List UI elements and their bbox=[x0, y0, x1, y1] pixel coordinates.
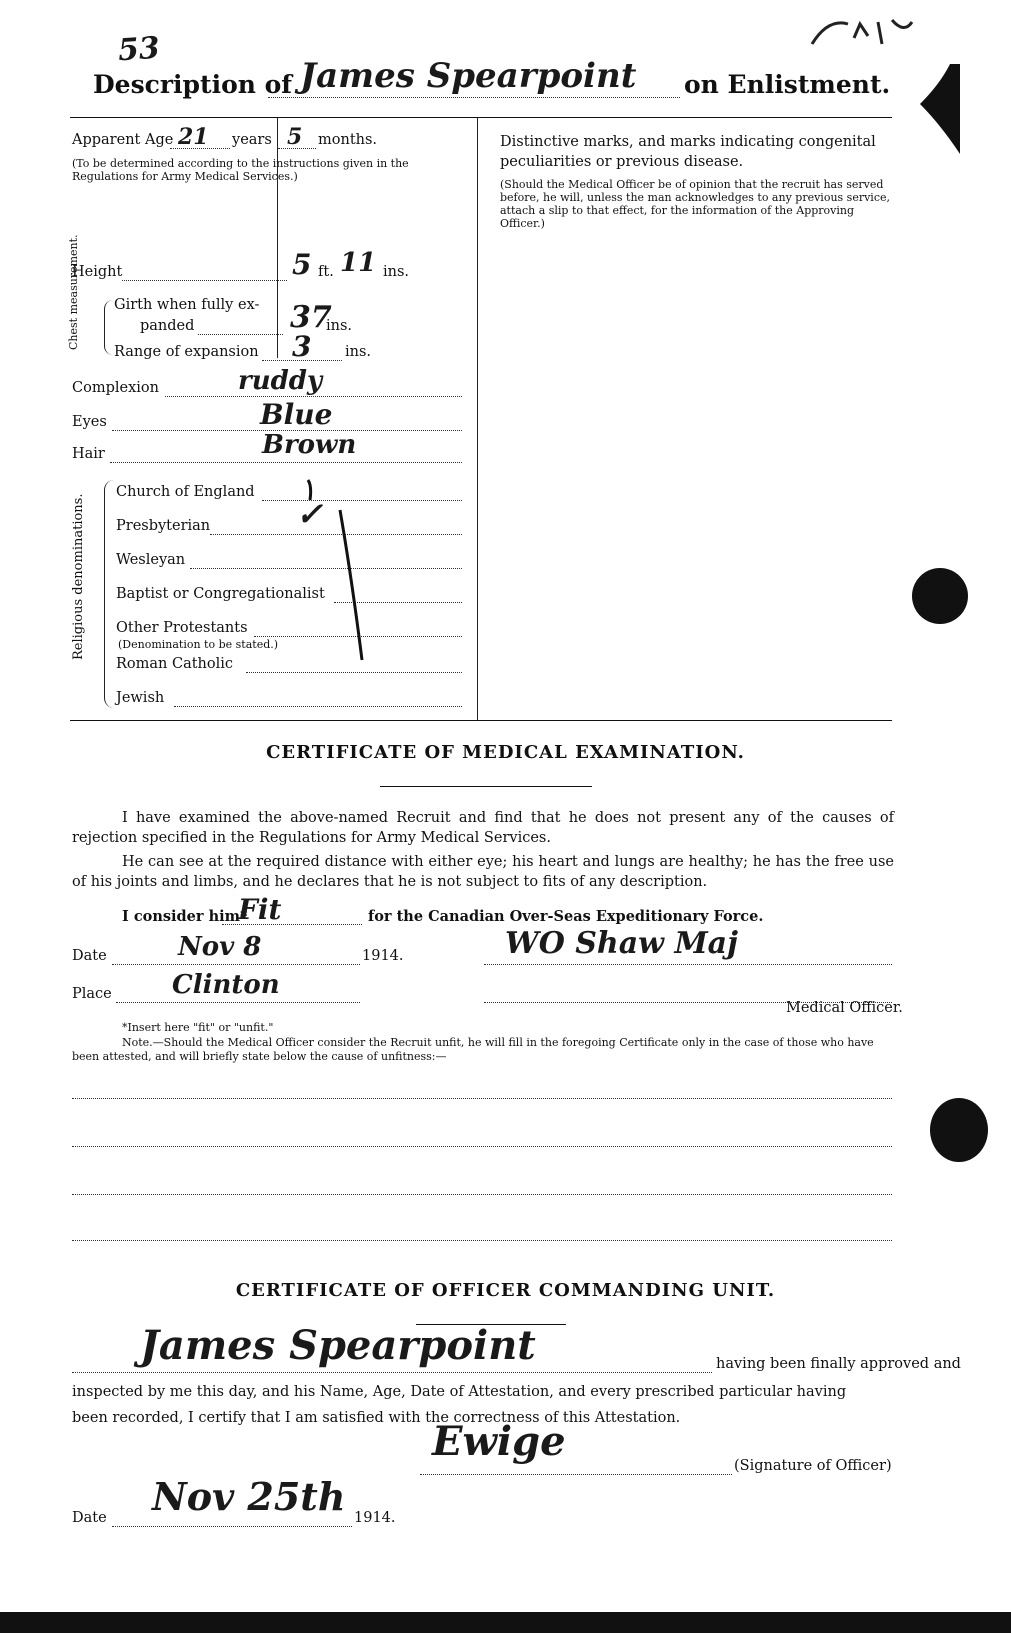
complexion-line bbox=[165, 396, 462, 397]
title-name-line bbox=[268, 97, 680, 98]
medical-officer-label: Medical Officer. bbox=[786, 1000, 903, 1016]
expansion-value: 3 bbox=[292, 330, 312, 363]
title-prefix: Description of bbox=[93, 70, 293, 99]
hair-line bbox=[110, 462, 462, 463]
age-note: (To be determined according to the instructions given in the Regulations for Army Medical Services.) bbox=[72, 157, 409, 183]
bottom-scan-edge bbox=[0, 1612, 1011, 1633]
punch-hole-upper bbox=[912, 568, 968, 624]
commanding-year: 1914. bbox=[354, 1510, 396, 1526]
height-in-value: 11 bbox=[340, 248, 377, 278]
consider-suffix: for the Canadian Over-Seas Expeditionary Force. bbox=[368, 908, 764, 925]
religion-line-6 bbox=[246, 672, 462, 673]
expansion-ins-unit: ins. bbox=[345, 344, 372, 360]
commanding-name-line bbox=[72, 1372, 712, 1373]
medical-signature-line bbox=[484, 964, 892, 965]
title-suffix: on Enlistment. bbox=[684, 70, 891, 99]
corner-number: 53 bbox=[116, 30, 161, 69]
medical-place-line bbox=[116, 1002, 360, 1003]
years-unit: years bbox=[232, 132, 272, 148]
girth-label-2: panded bbox=[140, 318, 195, 334]
unfitness-line-3 bbox=[72, 1194, 892, 1195]
commanding-date-label: Date bbox=[72, 1510, 107, 1526]
hair-value: Brown bbox=[262, 430, 357, 460]
signature-of-officer-label: (Signature of Officer) bbox=[734, 1458, 892, 1474]
religion-baptist: Baptist or Congregationalist bbox=[116, 586, 325, 602]
medical-officer-signature: WO Shaw Maj bbox=[505, 926, 738, 961]
religion-brace bbox=[104, 480, 115, 708]
height-line bbox=[122, 280, 287, 281]
unfitness-line-4 bbox=[72, 1240, 892, 1241]
medical-date-value: Nov 8 bbox=[178, 932, 262, 962]
medical-paragraph-1: I have examined the above-named Recruit and find that he does not present any of the causes of rejection specified in the Regulations for Army Medical Services. bbox=[72, 810, 894, 846]
months-unit: months. bbox=[318, 132, 378, 148]
complexion-value: ruddy bbox=[238, 366, 323, 396]
ft-unit: ft. bbox=[318, 264, 334, 280]
hair-label: Hair bbox=[72, 446, 105, 462]
commanding-line-1-suffix: having been finally approved and bbox=[716, 1356, 961, 1372]
complexion-label: Complexion bbox=[72, 380, 159, 396]
age-months-value: 5 bbox=[287, 124, 303, 150]
eyes-value: Blue bbox=[260, 398, 333, 431]
marks-note: (Should the Medical Officer be of opinion that the recruit has served before, he will, unless the man acknowledges to any previous service, attach a slip to that effect, for the information of the Approving Officer.) bbox=[500, 178, 890, 230]
religion-roman-catholic: Roman Catholic bbox=[116, 656, 234, 672]
religion-jewish: Jewish bbox=[116, 690, 165, 706]
top-rule bbox=[70, 117, 892, 118]
religion-line-7 bbox=[174, 706, 462, 707]
religion-wesleyan: Wesleyan bbox=[116, 552, 186, 568]
girth-value: 37 bbox=[290, 300, 332, 335]
religion-group-label: Religious denominations. bbox=[71, 493, 86, 660]
commanding-signature-line bbox=[420, 1474, 732, 1475]
eyes-label: Eyes bbox=[72, 414, 107, 430]
chest-group-label: Chest measurement. bbox=[67, 234, 80, 350]
chest-brace bbox=[104, 300, 113, 355]
height-ft-value: 5 bbox=[292, 248, 312, 281]
ins-unit: ins. bbox=[383, 264, 410, 280]
commanding-officer-signature: Ewige bbox=[432, 1418, 566, 1465]
unfitness-line-1 bbox=[72, 1098, 892, 1099]
age-label: Apparent Age bbox=[72, 132, 174, 148]
fitness-value: Fit bbox=[238, 893, 282, 926]
religion-subnote: (Denomination to be stated.) bbox=[118, 638, 279, 651]
commanding-recruit-name: James Spearpoint bbox=[140, 1322, 536, 1369]
commanding-certificate-heading: CERTIFICATE OF OFFICER COMMANDING UNIT. bbox=[235, 1280, 776, 1301]
religion-church-of-england: Church of England bbox=[116, 484, 255, 500]
corner-stamp-fragment bbox=[808, 14, 918, 52]
unfitness-note: Note.—Should the Medical Officer consider the Recruit unfit, he will fill in the foregoing Certificate only in the case of those who have been attested, and will briefly state below the cause of unfitness:— bbox=[72, 1036, 874, 1063]
consider-prefix: I consider him* bbox=[122, 908, 248, 925]
value-column-divider bbox=[277, 118, 278, 358]
unfitness-line-2 bbox=[72, 1146, 892, 1147]
commanding-date-line bbox=[112, 1526, 352, 1527]
religion-presbyterian: Presbyterian bbox=[116, 518, 211, 534]
commanding-date-value: Nov 25th bbox=[152, 1474, 346, 1519]
medical-paragraph-2: He can see at the required distance with either eye; his heart and lungs are healthy; he has the free use of his joints and limbs, and he declares that he is not subject to fits of any description. bbox=[72, 854, 894, 890]
religion-other-protestants: Other Protestants bbox=[116, 620, 248, 636]
recruit-name-title: James Spearpoint bbox=[300, 56, 637, 96]
girth-label-1: Girth when fully ex- bbox=[114, 297, 260, 313]
girth-ins-unit: ins. bbox=[326, 318, 353, 334]
height-label: Height bbox=[72, 264, 123, 280]
medical-heading-underline bbox=[380, 786, 592, 787]
age-years-value: 21 bbox=[178, 124, 209, 150]
commanding-line-3: been recorded, I certify that I am satisfied with the correctness of this Attestation. bbox=[72, 1410, 681, 1426]
medical-date-line bbox=[112, 964, 360, 965]
expansion-label: Range of expansion bbox=[114, 344, 259, 360]
religion-pen-stroke bbox=[300, 470, 380, 670]
religion-check-mark: ✓ bbox=[296, 495, 323, 533]
torn-corner-shadow bbox=[880, 64, 960, 154]
girth-line bbox=[198, 334, 283, 335]
medical-date-label: Date bbox=[72, 948, 107, 964]
box-bottom-rule bbox=[70, 720, 892, 721]
medical-place-value: Clinton bbox=[172, 970, 280, 1000]
medical-certificate-heading: CERTIFICATE OF MEDICAL EXAMINATION. bbox=[266, 742, 745, 763]
medical-year: 1914. bbox=[362, 948, 404, 964]
column-divider bbox=[477, 118, 478, 720]
commanding-line-2: inspected by me this day, and his Name, Age, Date of Attestation, and every prescribed particular having bbox=[72, 1384, 847, 1400]
insert-note: *Insert here "fit" or "unfit." bbox=[122, 1021, 274, 1034]
marks-heading: Distinctive marks, and marks indicating congenital peculiarities or previous disease. bbox=[500, 134, 876, 170]
medical-place-label: Place bbox=[72, 986, 112, 1002]
punch-hole-lower bbox=[930, 1098, 988, 1162]
